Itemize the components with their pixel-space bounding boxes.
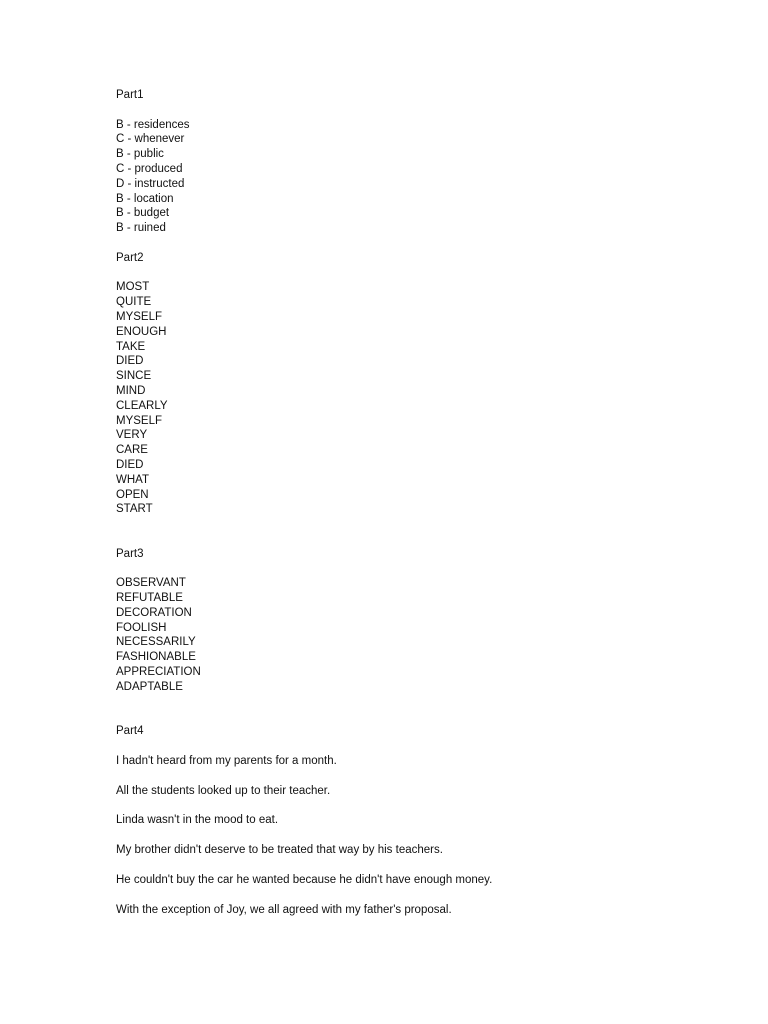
part2-answer: CARE [116,444,148,457]
part2-heading: Part2 [116,251,144,264]
part1-answer: B - budget [116,207,170,220]
part2-answer: SINCE [116,370,152,383]
part2-answer: MOST [116,281,150,294]
part4-sentence: All the students looked up to their teacher. [116,784,331,797]
part3-answer-list [116,576,676,694]
part2-answer: DIED [116,355,144,368]
part4-sentence: He couldn't buy the car he wanted because he didn't have enough money. [116,874,493,887]
part2-answer: MYSELF [116,414,163,427]
part1-answer: B - ruined [116,222,166,235]
part3-answer: APPRECIATION [116,666,201,679]
part4-heading: Part4 [116,725,144,738]
part2-answer: ENOUGH [116,325,167,338]
part4-sentence: I hadn't heard from my parents for a month. [116,754,337,767]
part2-answer: START [116,503,153,516]
part2-answer: QUITE [116,296,152,309]
part3-answer: NECESSARILY [116,636,196,649]
part1-answer: B - public [116,148,164,161]
part4-sentence: With the exception of Joy, we all agreed with my father's proposal. [116,903,452,916]
part3-answer: FASHIONABLE [116,651,196,664]
part1-answer: B - residences [116,118,190,131]
part4-sentence: My brother didn't deserve to be treated that way by his teachers. [116,844,443,857]
part2-answer: TAKE [116,340,146,353]
part2-answer: VERY [116,429,148,442]
part4-sentence-list [116,754,676,918]
part1-answer-list [116,118,676,236]
part3-answer: ADAPTABLE [116,680,183,693]
part2-answer: OPEN [116,488,149,501]
part2-answer: WHAT [116,473,150,486]
part1-answer: C - produced [116,162,183,175]
part1-answer: C - whenever [116,133,185,146]
part2-answer-list [116,280,676,517]
part2-answer: MYSELF [116,310,163,323]
part2-answer: DIED [116,458,144,471]
document-content [116,88,676,933]
part2-answer: MIND [116,384,146,397]
part3-answer: FOOLISH [116,621,167,634]
part4-sentence: Linda wasn't in the mood to eat. [116,814,279,827]
part1-answer: D - instructed [116,177,185,190]
part1-answer: B - location [116,192,174,205]
part2-answer: CLEARLY [116,399,168,412]
part3-heading: Part3 [116,547,144,560]
part3-answer: REFUTABLE [116,592,183,605]
part3-answer: OBSERVANT [116,577,186,590]
part3-answer: DECORATION [116,606,192,619]
part1-heading: Part1 [116,89,144,101]
